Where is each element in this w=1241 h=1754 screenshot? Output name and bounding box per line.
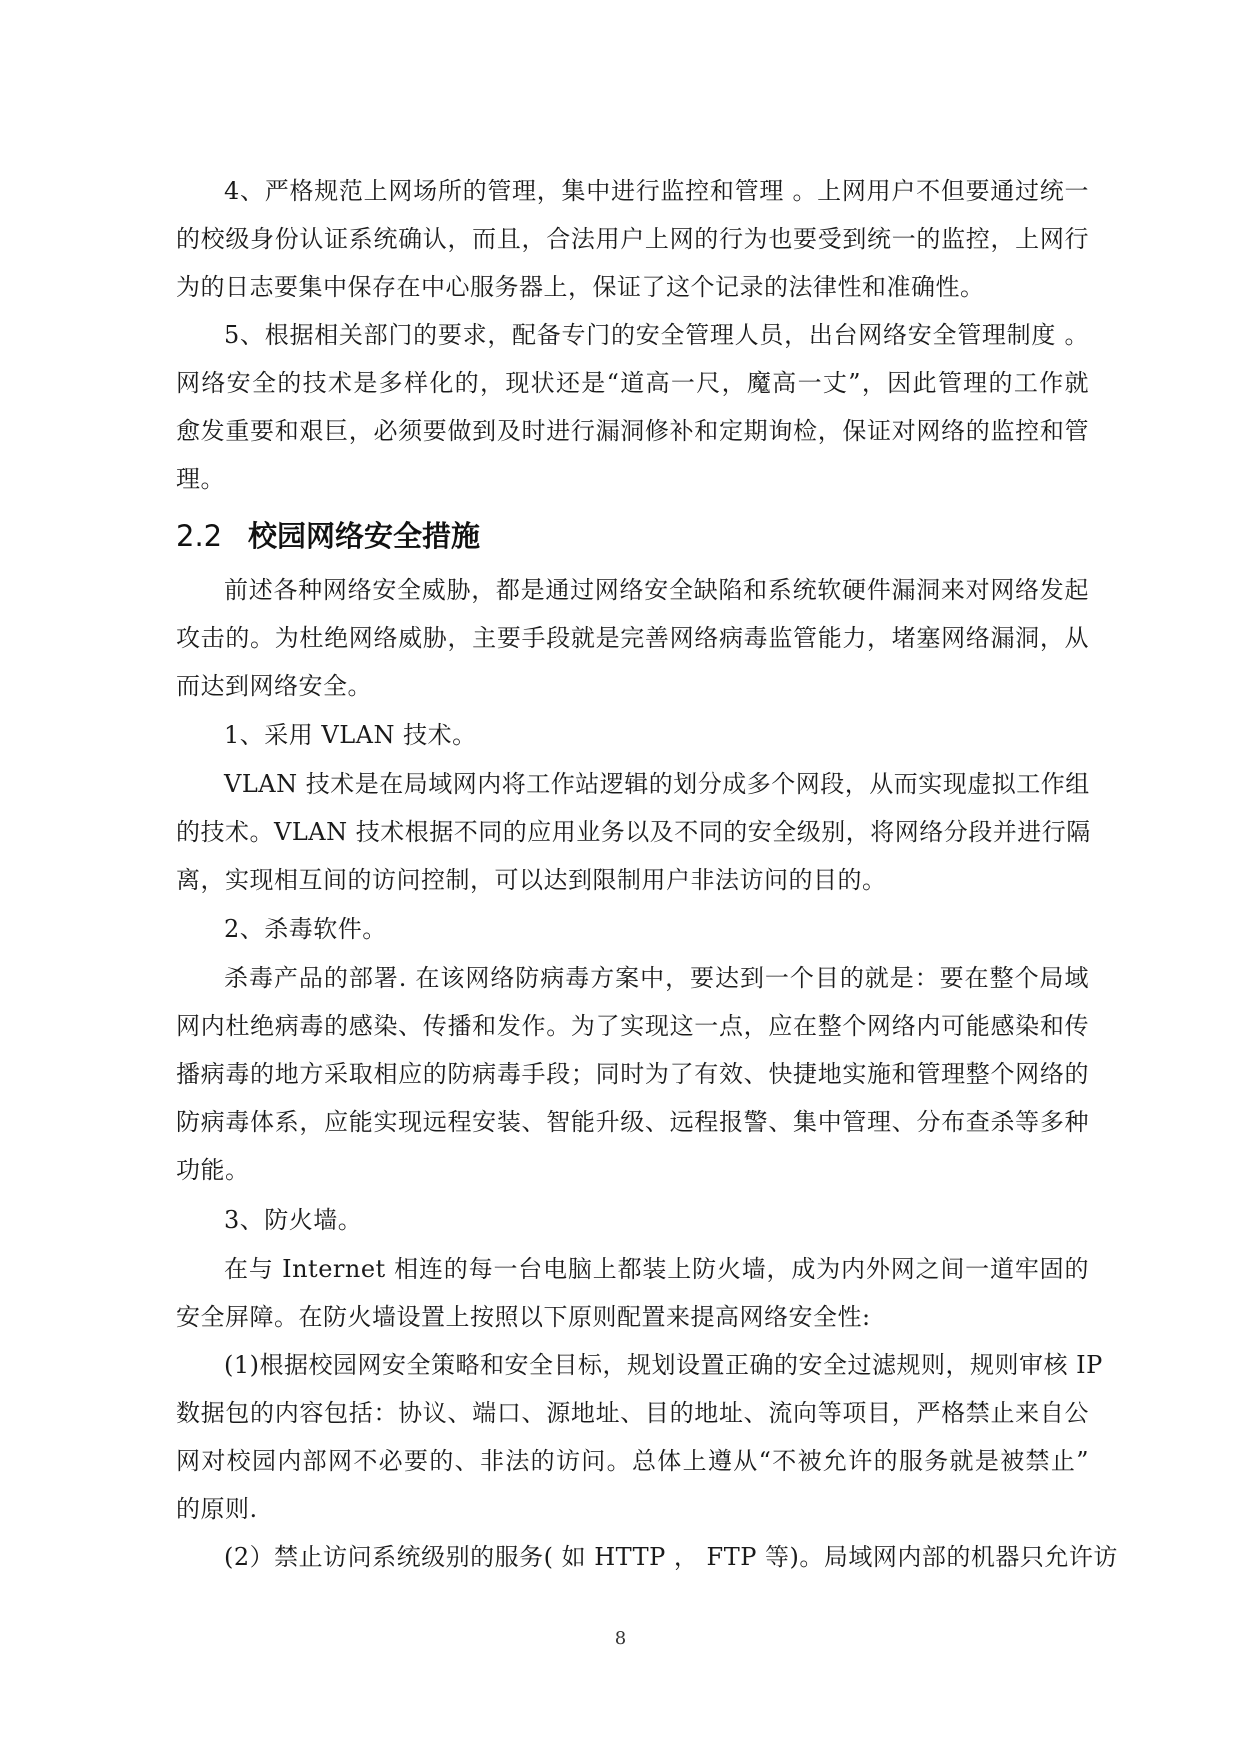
paragraph-5-line-4: 理。 (176, 465, 225, 493)
rule-1-line-4: 的原则. (176, 1495, 258, 1523)
section-heading (176, 518, 480, 554)
item-3-body-line-2: 安全屏障。在防火墙设置上按照以下原则配置来提高网络安全性: (176, 1303, 871, 1331)
paragraph-5-line-3: 愈发重要和艰巨，必须要做到及时进行漏洞修补和定期询检，保证对网络的监控和管 (176, 417, 1089, 445)
item-2-body-line-1: 杀毒产品的部署. 在该网络防病毒方案中，要达到一个目的就是：要在整个局域 (224, 964, 1089, 992)
rule-1-line-1: (1)根据校园网安全策略和安全目标，规划设置正确的安全过滤规则，规则审核 IP (224, 1351, 1103, 1379)
item-2-body-line-3: 播病毒的地方采取相应的防病毒手段；同时为了有效、快捷地实施和管理整个网络的 (176, 1060, 1089, 1088)
item-1-title: 1、采用 VLAN 技术。 (224, 721, 477, 749)
rule-1-line-3: 网对校园内部网不必要的、非法的访问。总体上遵从“不被允许的服务就是被禁止” (176, 1447, 1089, 1475)
item-1-body-line-2: 的技术。VLAN 技术根据不同的应用业务以及不同的安全级别，将网络分段并进行隔 (176, 818, 1091, 846)
item-2-title: 2、杀毒软件。 (224, 915, 387, 943)
paragraph-5-line-2: 网络安全的技术是多样化的，现状还是“道高一尺，魔高一丈”，因此管理的工作就 (176, 369, 1089, 397)
item-1-body-line-3: 离，实现相互间的访问控制，可以达到限制用户非法访问的目的。 (176, 866, 887, 894)
item-1-body-line-1: VLAN 技术是在局域网内将工作站逻辑的划分成多个网段，从而实现虚拟工作组 (224, 770, 1090, 798)
intro-line-2: 攻击的。为杜绝网络威胁，主要手段就是完善网络病毒监管能力，堵塞网络漏洞，从 (176, 624, 1089, 652)
item-2-body-line-4: 防病毒体系，应能实现远程安装、智能升级、远程报警、集中管理、分布查杀等多种 (176, 1108, 1089, 1136)
rule-1-line-2: 数据包的内容包括：协议、端口、源地址、目的地址、流向等项目，严格禁止来自公 (176, 1399, 1089, 1427)
paragraph-4-line-3: 为的日志要集中保存在中心服务器上，保证了这个记录的法律性和准确性。 (176, 273, 985, 301)
page-number: 8 (614, 1628, 627, 1649)
paragraph-4-line-2: 的校级身份认证系统确认，而且，合法用户上网的行为也要受到统一的监控，上网行 (176, 225, 1089, 253)
intro-line-3: 而达到网络安全。 (176, 672, 372, 700)
item-3-body-line-1: 在与 Internet 相连的每一台电脑上都装上防火墙，成为内外网之间一道牢固的 (224, 1255, 1089, 1283)
item-2-body-line-5: 功能。 (176, 1156, 250, 1184)
paragraph-4-line-1: 4、严格规范上网场所的管理，集中进行监控和管理 。上网用户不但要通过统一 (224, 177, 1089, 205)
item-2-body-line-2: 网内杜绝病毒的感染、传播和发作。为了实现这一点，应在整个网络内可能感染和传 (176, 1012, 1089, 1040)
section-title: 校园网络安全措施 (248, 519, 481, 553)
paragraph-5-line-1: 5、根据相关部门的要求，配备专门的安全管理人员，出台网络安全管理制度 。 (224, 321, 1089, 349)
rule-2-line-1: (2）禁止访问系统级别的服务( 如 HTTP ， FTP 等)。局域网内部的机器只允许访 (224, 1543, 1118, 1571)
intro-line-1: 前述各种网络安全威胁，都是通过网络安全缺陷和系统软硬件漏洞来对网络发起 (224, 576, 1089, 604)
section-number: 2.2 (176, 519, 223, 553)
item-3-title: 3、防火墙。 (224, 1206, 363, 1234)
